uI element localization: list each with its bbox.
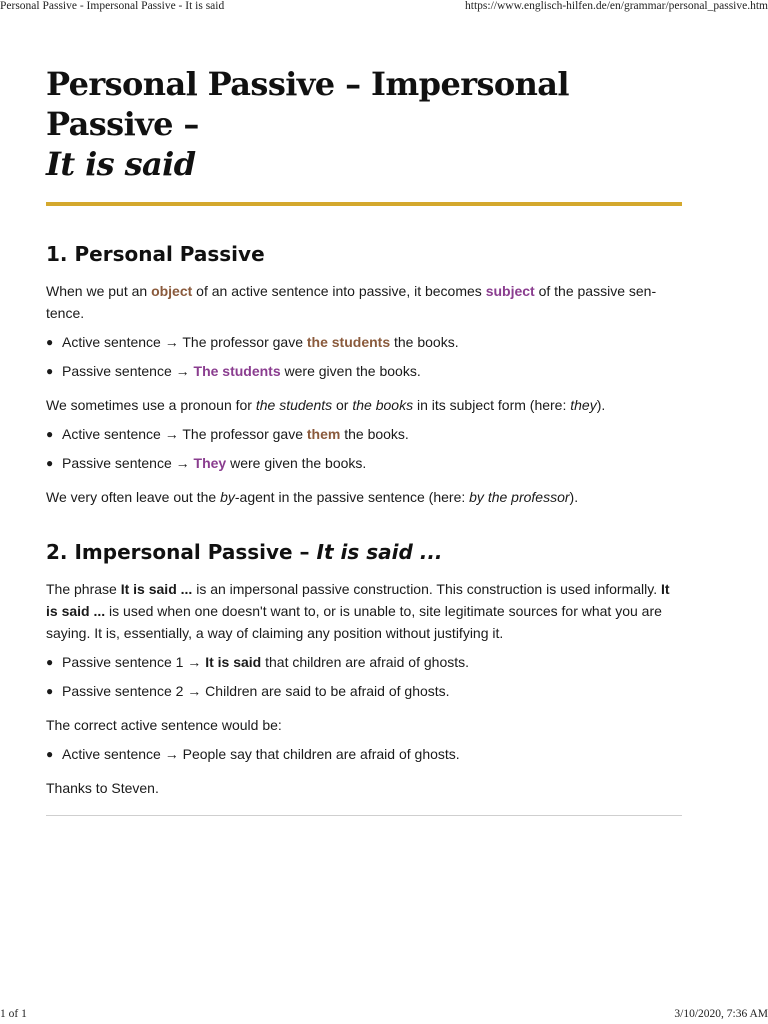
article bbox=[46, 64, 682, 816]
highlight-subject: The students bbox=[193, 363, 281, 379]
bullet-icon: ● bbox=[46, 335, 54, 349]
thanks-note: Thanks to Steven. bbox=[46, 780, 159, 796]
by-agent-note: We very often leave out the by-agent in the passive sentence (here: by the professor). bbox=[46, 489, 579, 505]
example-list-2 bbox=[46, 423, 682, 474]
list-item: ● Active sentence → The professor gave the students the books. bbox=[46, 331, 682, 353]
print-header-title: Personal Passive - Impersonal Passive - It is said bbox=[0, 0, 225, 12]
highlight-subject: They bbox=[193, 455, 227, 471]
bullet-icon: ● bbox=[46, 427, 54, 441]
footer-divider bbox=[46, 815, 682, 816]
page-title bbox=[46, 64, 682, 184]
term-object: object bbox=[151, 283, 193, 299]
title-divider bbox=[46, 202, 682, 206]
highlight-object: the students bbox=[306, 334, 391, 350]
print-header-url: https://www.englisch-hilfen.de/en/grammar/personal_passive.htm bbox=[465, 0, 768, 12]
print-header bbox=[0, 0, 768, 16]
bullet-icon: ● bbox=[46, 456, 54, 470]
section2-paragraph: The phrase It is said ... is an impersonal passive construction. This construction is used informally. It is said ... is used when one doesn't want to, or is unable to, site legitimate sources for what you are saying. It is, essentially, a way of claiming any position without justifying it. bbox=[46, 581, 670, 641]
page-count: 1 of 1 bbox=[0, 1008, 27, 1020]
highlight-object: them bbox=[306, 426, 341, 442]
example-list-1 bbox=[46, 331, 682, 382]
page-title-line1: Personal Passive – Impersonal Passive – bbox=[46, 65, 569, 143]
bullet-icon: ● bbox=[46, 364, 54, 378]
section1-heading: 1. Personal Passive bbox=[46, 242, 265, 266]
pronoun-note: We sometimes use a pronoun for the students or the books in its subject form (here: they). bbox=[46, 397, 606, 413]
bullet-icon: ● bbox=[46, 747, 54, 761]
section1-intro: When we put an object of an active sentence into passive, it becomes subject of the passive sen-tence. bbox=[46, 283, 657, 321]
list-item: ● Passive sentence → The students were given the books. bbox=[46, 360, 682, 382]
list-item: ● Active sentence → People say that children are afraid of ghosts. bbox=[46, 743, 682, 765]
list-item: ● Passive sentence → They were given the books. bbox=[46, 452, 682, 474]
print-datetime: 3/10/2020, 7:36 AM bbox=[674, 1008, 768, 1020]
bullet-icon: ● bbox=[46, 655, 54, 669]
example-list-4 bbox=[46, 743, 682, 765]
list-item: ● Active sentence → The professor gave them the books. bbox=[46, 423, 682, 445]
bullet-icon: ● bbox=[46, 684, 54, 698]
correct-sentence-intro: The correct active sentence would be: bbox=[46, 717, 282, 733]
print-footer bbox=[0, 1008, 768, 1024]
example-list-3 bbox=[46, 651, 682, 702]
list-item: ● Passive sentence 2 → Children are said to be afraid of ghosts. bbox=[46, 680, 682, 702]
term-subject: subject bbox=[485, 283, 535, 299]
list-item: ● Passive sentence 1 → It is said that children are afraid of ghosts. bbox=[46, 651, 682, 673]
page-title-line2: It is said bbox=[46, 145, 196, 183]
section2-heading: 2. Impersonal Passive – It is said ... bbox=[46, 540, 443, 564]
